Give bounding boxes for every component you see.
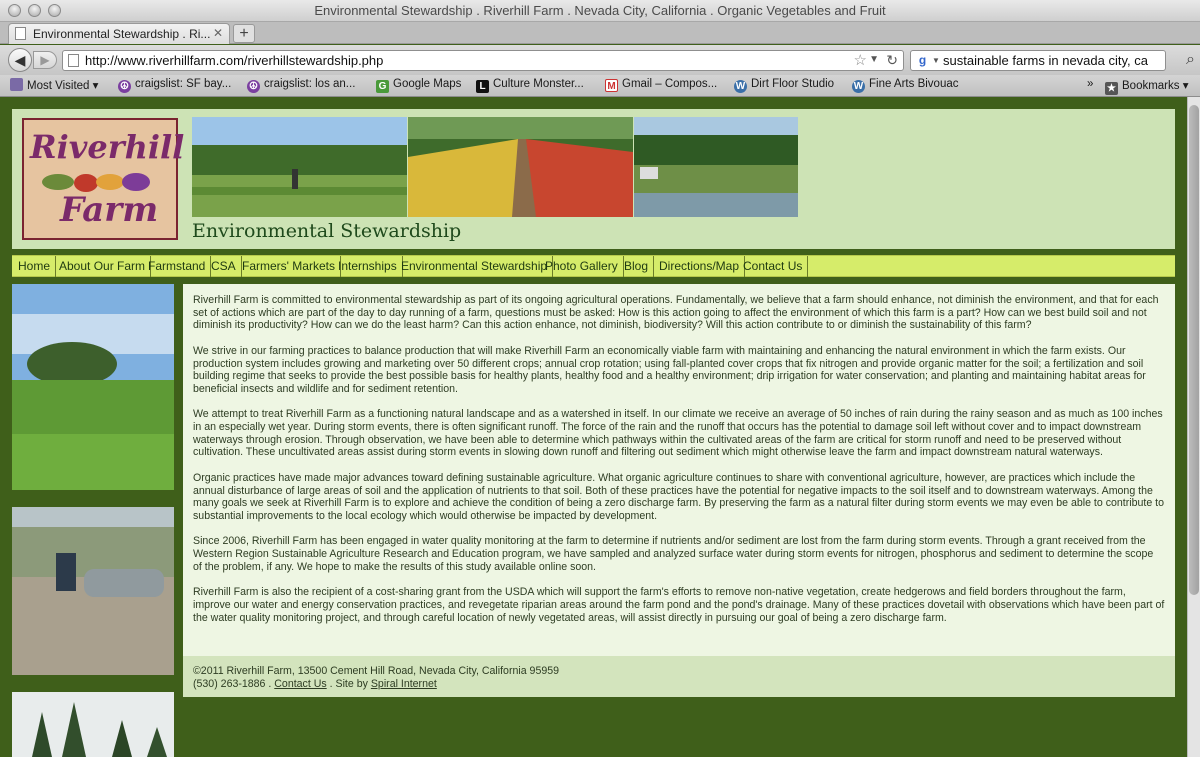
menu-item-environmental-stewardship[interactable]: Environmental Stewardship	[395, 256, 553, 277]
paragraph-5: Since 2006, Riverhill Farm has been engaged in water quality monitoring at the farm to determine if nutrients and/or sediment are lost from the farm during storm events. Through a grant received from the Western Region Sustainable Agriculture Research and Education program, we have sampled and analyzed surface water during storm events for nitrogen, phosphorus and sediment to determine the scope of the problem, if any. We hope to make the results of this study available online soon.	[193, 535, 1154, 573]
paragraph-4: Organic practices have made major advances toward defining sustainable agriculture. What organic agriculture continues to share with conventional agriculture, however, are practices which include the annual disturbance of large areas of soil and the application of nutrients to that soil. Both of these practices have the potential for negative impacts to the soil itself and to downstream waterways. Among the many goals we seek at Riverhill Farm is to explore and achieve the condition of being a zero discharge farm. By preserving the farm as a natural filter during storm events we may even be able to contribute to substantial improvements to the local ecology which would otherwise be impacted by development.	[193, 471, 1164, 522]
menu-item-photo-gallery[interactable]: Photo Gallery	[539, 256, 624, 277]
forward-button[interactable]: ▶	[33, 51, 57, 69]
history-dropdown-icon[interactable]: ▼	[869, 54, 879, 65]
back-button[interactable]: ◀	[8, 48, 32, 72]
bookmark-fine-arts-bivouac[interactable]: W Fine Arts Bivouac	[853, 78, 959, 92]
site-footer	[183, 656, 1175, 697]
bookmark-dirt-floor-studio[interactable]: W Dirt Floor Studio	[735, 78, 835, 92]
farm-pond-photo	[634, 117, 798, 217]
peace-icon: ☮	[118, 80, 131, 93]
page-icon	[68, 54, 79, 67]
folder-icon	[10, 78, 23, 91]
wordpress-icon: W	[735, 81, 746, 92]
window-title: Environmental Stewardship . Riverhill Farm . Nevada City, California . Organic Vegetables and Fruit	[314, 3, 886, 18]
gmail-icon: M	[605, 79, 618, 92]
l-icon: L	[476, 80, 489, 93]
footer-address: ©2011 Riverhill Farm, 13500 Cement Hill Road, Nevada City, California 95959	[193, 665, 560, 677]
menu-item-farmers-markets[interactable]: Farmers' Markets	[236, 256, 341, 277]
water-sampling-photo	[12, 507, 174, 675]
scrollbar-thumb[interactable]	[1189, 105, 1199, 595]
menu-item-internships[interactable]: Internships	[332, 256, 403, 277]
tab-label: Environmental Stewardship . Ri...	[33, 27, 211, 41]
new-tab-button[interactable]: +	[233, 24, 255, 43]
menu-item-contact[interactable]: Contact Us	[737, 256, 808, 277]
google-maps-icon: G	[376, 80, 389, 93]
search-magnifier-icon[interactable]: ⌕	[1186, 51, 1195, 68]
footer-contact-link[interactable]: Contact Us	[274, 677, 327, 690]
footer-contact-line: (530) 263-1886 . Contact Us . Site by Spiral Internet	[193, 677, 437, 690]
bookmark-most-visited[interactable]: Most Visited ▾	[10, 78, 98, 92]
close-tab-icon[interactable]: ✕	[212, 26, 223, 40]
menu-item-directions[interactable]: Directions/Map	[653, 256, 745, 277]
flower-rows-photo	[408, 117, 633, 217]
page-icon	[15, 27, 26, 40]
bookmarks-toolbar	[0, 75, 1200, 97]
menu-item-home[interactable]: Home	[12, 256, 56, 277]
bookmarks-overflow-chevron[interactable]: »	[1087, 78, 1094, 90]
search-query: sustainable farms in nevada city, ca	[943, 53, 1148, 68]
address-bar[interactable]	[62, 50, 904, 71]
tab-active[interactable]	[8, 23, 230, 44]
search-bar[interactable]	[910, 50, 1195, 71]
paragraph-1: Riverhill Farm is committed to environmental stewardship as part of its ongoing agricultural operations. Fundamentally, we believe that a farm should enhance, not diminish the environment, and that for each set of actions which are part of the day to day running of a farm, questions must be asked: How is this action going to affect the environment of which this farm is a part? How can we best build soil and not diminish its productivity? How can we do the least harm? Can this action enhance, not diminish, biodiversity? Will this action contribute to or diminish the sustainability of this farm?	[193, 294, 1159, 332]
footer-spiral-link[interactable]: Spiral Internet	[370, 677, 437, 690]
navigation-toolbar	[0, 45, 1200, 75]
bookmarks-menu[interactable]: ★ Bookmarks ▾	[1105, 78, 1189, 95]
bookmark-craigslist-la[interactable]: ☮ craigslist: los an...	[247, 78, 355, 93]
bookmarks-icon: ★	[1105, 82, 1118, 95]
bookmark-culture-monster[interactable]: L Culture Monster...	[476, 78, 584, 93]
reload-icon[interactable]: ↻	[886, 52, 898, 68]
tab-bar	[0, 22, 1200, 44]
bookmark-star-icon[interactable]: ☆	[853, 52, 867, 69]
bookmark-gmail[interactable]: M Gmail – Compos...	[605, 78, 717, 92]
paragraph-3: We attempt to treat Riverhill Farm as a functioning natural landscape and as a watershed in itself. In our climate we receive an average of 50 inches of rain during the rainy season and as much as 100 inches in an especially wet year. During storm events, there is often significant runoff. The force of the rain and the runoff that occurs has the potential to damage soil left without cover and to impact downstream waterways through erosion. Through observation, we have been able to determine which pathways within the cultivated areas of the farm are critical for storm runoff and need to be preserved without cultivation. These uncultivated areas assist during storm events in slowing down runoff and filtering out sediment which might otherwise leave the farm and impact downstream natural waterways.	[193, 408, 1163, 459]
url-text: http://www.riverhillfarm.com/riverhillstewardship.php	[85, 53, 384, 68]
google-search-engine-icon[interactable]: g	[915, 53, 930, 68]
site-header	[12, 109, 1175, 249]
bookmark-google-maps[interactable]: G Google Maps	[376, 78, 461, 93]
forest-photo	[12, 692, 174, 757]
menu-item-about[interactable]: About Our Farm	[53, 256, 151, 277]
menu-item-csa[interactable]: CSA	[205, 256, 242, 277]
paragraph-2: We strive in our farming practices to balance production that will make Riverhill Farm an economically viable farm with maintaining and enhancing the natural environment in which the farm exists. Our production system includes growing and marketing over 50 different crops; annual crop rotation; using fall-planted cover crops that fix nitrogen and provide organic matter for the soil; a fertilization and soil building regime that seeks to provide the best possible basis for healthy plants, healthy food and a healthy environment; drip irrigation for water conservation; and planting and maintaining habitat areas for beneficial insects and wildlife and for sediment retention.	[193, 344, 1146, 395]
bookmark-craigslist-sf[interactable]: ☮ craigslist: SF bay...	[118, 78, 231, 93]
wordpress-icon: W	[853, 81, 864, 92]
page-subtitle: Environmental Stewardship	[192, 220, 462, 242]
menu-item-farmstand[interactable]: Farmstand	[142, 256, 211, 277]
peace-icon: ☮	[247, 80, 260, 93]
window-titlebar	[0, 0, 1200, 22]
main-content	[183, 284, 1175, 697]
farm-field-photo	[192, 117, 407, 217]
vertical-scrollbar[interactable]	[1187, 97, 1200, 757]
engine-dropdown-icon[interactable]: ▼	[932, 56, 940, 65]
article-text	[193, 294, 1165, 637]
riverhill-farm-logo[interactable]: Riverhill Farm	[22, 118, 178, 240]
main-menu	[12, 255, 1175, 277]
menu-item-blog[interactable]: Blog	[618, 256, 654, 277]
paragraph-6: Riverhill Farm is also the recipient of a cost-sharing grant from the USDA which will support the farm's efforts to remove non-native vegetation, create hedgerows and field borders throughout the farm, improve our water and energy conservation practices, and revegetate riparian areas around the farm pond and the pond's drainage. Many of these practices dovetail with observations which have been part of the water quality monitoring project, and through careful location of newly vegetated areas, will assist directly in pursuing our goal of being a zero discharge farm.	[193, 586, 1165, 624]
meadow-photo	[12, 284, 174, 490]
